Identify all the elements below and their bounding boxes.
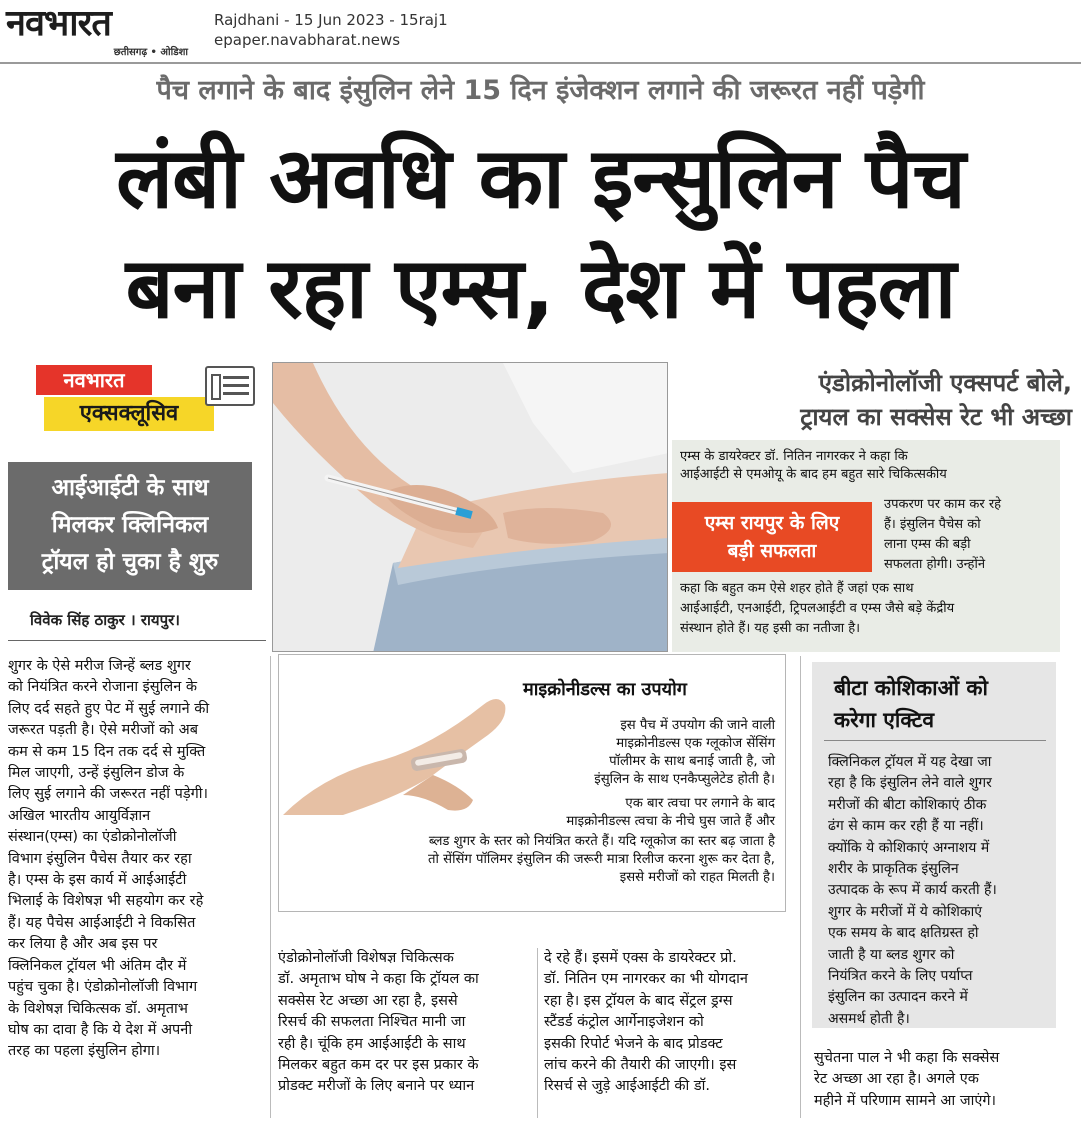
microneedle-line: इंसुलिन के साथ एनकैप्सुलेटेड होती है।: [594, 772, 775, 787]
column-line: एंडोक्रोनोलॉजी विशेषज्ञ चिकित्सक: [278, 950, 454, 966]
masthead-divider: [0, 62, 1081, 64]
microneedle-line: पॉलीमर के साथ बनाई जाती है, जो: [609, 754, 775, 769]
beta-line: नियंत्रित करने के लिए पर्याप्त: [828, 968, 973, 985]
column-line: पहुंच चुका है। एंडोक्रोनोलॉजी विभाग: [8, 979, 198, 996]
aiims-line: लाना एम्स की बड़ी: [884, 537, 971, 552]
beta-line: जाती है या ब्लड शुगर को: [828, 946, 955, 963]
microneedle-line: एक बार त्वचा पर लगाने के बाद: [625, 796, 775, 811]
column-line: महीने में परिणाम सामने आ जाएंगे।: [814, 1092, 997, 1109]
microneedle-line: तो सेंसिंग पॉलिमर इंसुलिन की जरूरी मात्रा रिलीज करना शुरू कर देता है,: [428, 852, 775, 867]
beta-line: उत्पादक के रूप में कार्य करती हैं।: [828, 882, 997, 899]
column-line: के विशेषज्ञ चिकित्सक डॉ. अमृताभ: [8, 1000, 188, 1017]
column-line: हैं। यह पैचेस आईआईटी ने विकसित: [8, 914, 196, 931]
success-badge-line: बड़ी सफलता: [727, 540, 817, 562]
column-line: विभाग इंसुलिन पैचेस तैयार कर रहा: [8, 850, 192, 867]
aiims-line: सफलता होगी। उन्होंने: [884, 557, 986, 572]
beta-line: क्योंकि ये कोशिकाएं अग्नाशय में: [828, 839, 990, 856]
article-column-1: [8, 656, 266, 1063]
column-line: डॉ. नितिन एम नागरकर का भी योगदान: [544, 971, 748, 988]
subhead-line: मिलकर क्लिनिकल: [51, 512, 209, 538]
success-badge: [672, 502, 872, 572]
column-line: रेट अच्छा आ रहा है। अगले एक: [814, 1071, 979, 1088]
microneedle-line: इससे मरीजों को राहत मिलती है।: [619, 870, 775, 885]
subhead-line: ट्रॉयल हो चुका है शुरु: [41, 549, 219, 575]
beta-line: एक समय के बाद क्षतिग्रस्त हो: [828, 925, 979, 942]
exclusive-tag-top: नवभारत: [36, 365, 152, 395]
newspaper-icon: [205, 366, 255, 406]
logo-text: नवभारत: [6, 3, 111, 44]
column-line: लिए दर्द सहते हुए पेट में सुई लगाने की: [8, 700, 210, 717]
success-badge-line: एम्स रायपुर के लिए: [704, 512, 840, 534]
column-line: तरह का पहला इंसुलिन होगा।: [8, 1043, 161, 1060]
microneedle-box: [278, 654, 786, 912]
aiims-line: कहा कि बहुत कम ऐसे शहर होते हैं जहां एक साथ: [680, 581, 914, 596]
microneedle-title: माइक्रोनीडल्स का उपयोग: [523, 679, 687, 700]
beta-title-line: करेगा एक्टिव: [834, 708, 935, 732]
column-line: रिसर्च से जुड़े आईआईटी की डॉ.: [544, 1078, 711, 1095]
column-line: संस्थान(एम्स) का एंडोक्रोनोलॉजी: [8, 829, 177, 846]
column-divider: [800, 656, 801, 1118]
column-line: रिसर्च की सफलता निश्चित मानी जा: [278, 1014, 466, 1031]
site-link[interactable]: epaper.navabharat.news: [214, 31, 401, 49]
column-line: डॉ. अमृताभ घोष ने कहा कि ट्रॉयल का: [278, 971, 479, 988]
expert-subhead-line: ट्रायल का सक्सेस रेट भी अच्छा: [800, 403, 1072, 431]
column-line: कर लिया है और अब इस पर: [8, 936, 158, 953]
edition-info: [214, 10, 448, 50]
column-line: लिए सुई लगाने की जरूरत नहीं पड़ेगी।: [8, 786, 209, 803]
column-line: रहा है। इस ट्रॉयल के बाद सेंट्रल ड्रग्स: [544, 992, 733, 1009]
beta-line: क्लिनिकल ट्रॉयल में यह देखा जा: [828, 754, 992, 770]
aiims-line: आईआईटी, एनआईटी, ट्रिपलआईटी व एम्स जैसे बड़े केंद्रीय: [680, 601, 955, 616]
column-line: घोष का दावा है कि ये देश में अपनी: [8, 1021, 193, 1038]
beta-body: [828, 752, 1048, 1030]
logo-subtitle: छतीसगढ़ • ओडिशा: [113, 47, 188, 58]
subhead-box: [8, 462, 252, 590]
column-line: भिलाई के विशेषज्ञ भी सहयोग कर रहे: [8, 893, 204, 910]
article-column-2: [278, 948, 530, 1098]
microneedle-line: ब्लड शुगर के स्तर को नियंत्रित करते हैं। यदि ग्लूकोज का स्तर बढ़ जाता है: [428, 834, 775, 849]
byline-divider: [8, 640, 266, 641]
kicker: पैच लगाने के बाद इंसुलिन लेने 15 दिन इंजेक्शन लगाने की जरूरत नहीं पड़ेगी: [156, 75, 925, 106]
column-line: स्टैंडर्ड कंट्रोल आर्गेनाइजेशन को: [544, 1014, 704, 1031]
column-line: मिलकर बहुत कम दर पर इस प्रकार के: [278, 1057, 479, 1074]
column-line: अखिल भारतीय आयुर्विज्ञान: [8, 807, 151, 824]
column-line: है। एम्स के इस कार्य में आईआईटी: [8, 872, 187, 889]
aiims-line: हैं। इंसुलिन पैचेस को: [884, 517, 981, 532]
column-line: सुचेतना पाल ने भी कहा कि सक्सेस: [814, 1050, 1000, 1066]
aiims-line: एम्स के डायरेक्टर डॉ. नितिन नागरकर ने कहा कि: [680, 449, 908, 464]
injection-illustration: [273, 363, 668, 652]
exclusive-tag-bottom: एक्सक्लूसिव: [44, 397, 214, 431]
beta-title: [834, 672, 988, 736]
column-line: मिल जाएगी, उन्हें इंसुलिन डोज के: [8, 765, 185, 782]
beta-divider: [824, 740, 1046, 741]
headline-line-1: लंबी अवधि का इन्सुलिन पैच: [116, 129, 965, 227]
injection-photo: [272, 362, 668, 652]
beta-line: इंसुलिन का उत्पादन करने में: [828, 989, 968, 1006]
beta-line: शुगर के मरीजों में ये कोशिकाएं: [828, 903, 983, 920]
microneedle-line: माइक्रोनीडल्स एक ग्लूकोज सेंसिंग: [616, 736, 775, 751]
microneedle-line: माइक्रोनीडल्स त्वचा के नीचे घुस जाते हैं और: [566, 814, 775, 829]
column-divider: [270, 656, 271, 1118]
headline-line-2: बना रहा एम्स, देश में पहला: [125, 239, 956, 337]
beta-line: असमर्थ होती है।: [828, 1010, 910, 1027]
patch-hand-illustration: [283, 665, 523, 815]
column-line: लांच करने की तैयारी की जाएगी। इस: [544, 1057, 737, 1074]
expert-subhead: [672, 366, 1072, 434]
beta-line: मरीजों की बीटा कोशिकाएं ठीक: [828, 796, 987, 813]
beta-line: शरीर के प्राकृतिक इंसुलिन: [828, 861, 959, 878]
article-column-3: [544, 948, 790, 1098]
beta-line: रहा है कि इंसुलिन लेने वाले शुगर: [828, 775, 992, 792]
microneedle-line: इस पैच में उपयोग की जाने वाली: [620, 718, 775, 733]
newspaper-logo: [6, 4, 196, 62]
subhead-line: आईआईटी के साथ: [51, 475, 209, 501]
column-line: प्रोडक्ट मरीजों के लिए बनाने पर ध्यान: [278, 1078, 475, 1095]
column-line: दे रहे हैं। इसमें एक्स के डायरेक्टर प्रो.: [544, 950, 737, 966]
column-divider: [537, 948, 538, 1118]
column-line: शुगर के ऐसे मरीज जिन्हें ब्लड शुगर: [8, 658, 191, 674]
beta-cells-box: [812, 662, 1056, 1028]
expert-subhead-line: एंडोक्रोनोलॉजी एक्सपर्ट बोले,: [818, 369, 1072, 397]
aiims-line: संस्थान होते हैं। यह इसी का नतीजा है।: [680, 621, 861, 636]
column-line: सक्सेस रेट अच्छा आ रहा है, इससे: [278, 992, 458, 1009]
aiims-line: आईआईटी से एमओयू के बाद हम बहुत सारे चिकित्सकीय: [680, 467, 947, 482]
beta-line: ढंग से काम कर रही हैं या नहीं।: [828, 818, 984, 835]
byline: विवेक सिंह ठाकुर । रायपुर।: [30, 611, 180, 629]
column-line: रही है। चूंकि हम आईआईटी के साथ: [278, 1035, 466, 1052]
column-line: क्लिनिकल ट्रॉयल भी अंतिम दौर में: [8, 957, 187, 974]
column-line: कम से कम 15 दिन तक दर्द से मुक्ति: [8, 743, 206, 760]
edition-line: Rajdhani - 15 Jun 2023 - 15raj1: [214, 11, 448, 29]
column-line: जरूरत पड़ती है। ऐसे मरीजों को अब: [8, 722, 199, 739]
beta-title-line: बीटा कोशिकाओं को: [834, 676, 988, 700]
column-line: को नियंत्रित करने रोजाना इंसुलिन के: [8, 679, 197, 696]
column-line: इसकी रिपोर्ट भेजने के बाद प्रोडक्ट: [544, 1035, 723, 1052]
article-column-4: [814, 1048, 1058, 1112]
aiims-line: उपकरण पर काम कर रहे: [884, 497, 1002, 512]
